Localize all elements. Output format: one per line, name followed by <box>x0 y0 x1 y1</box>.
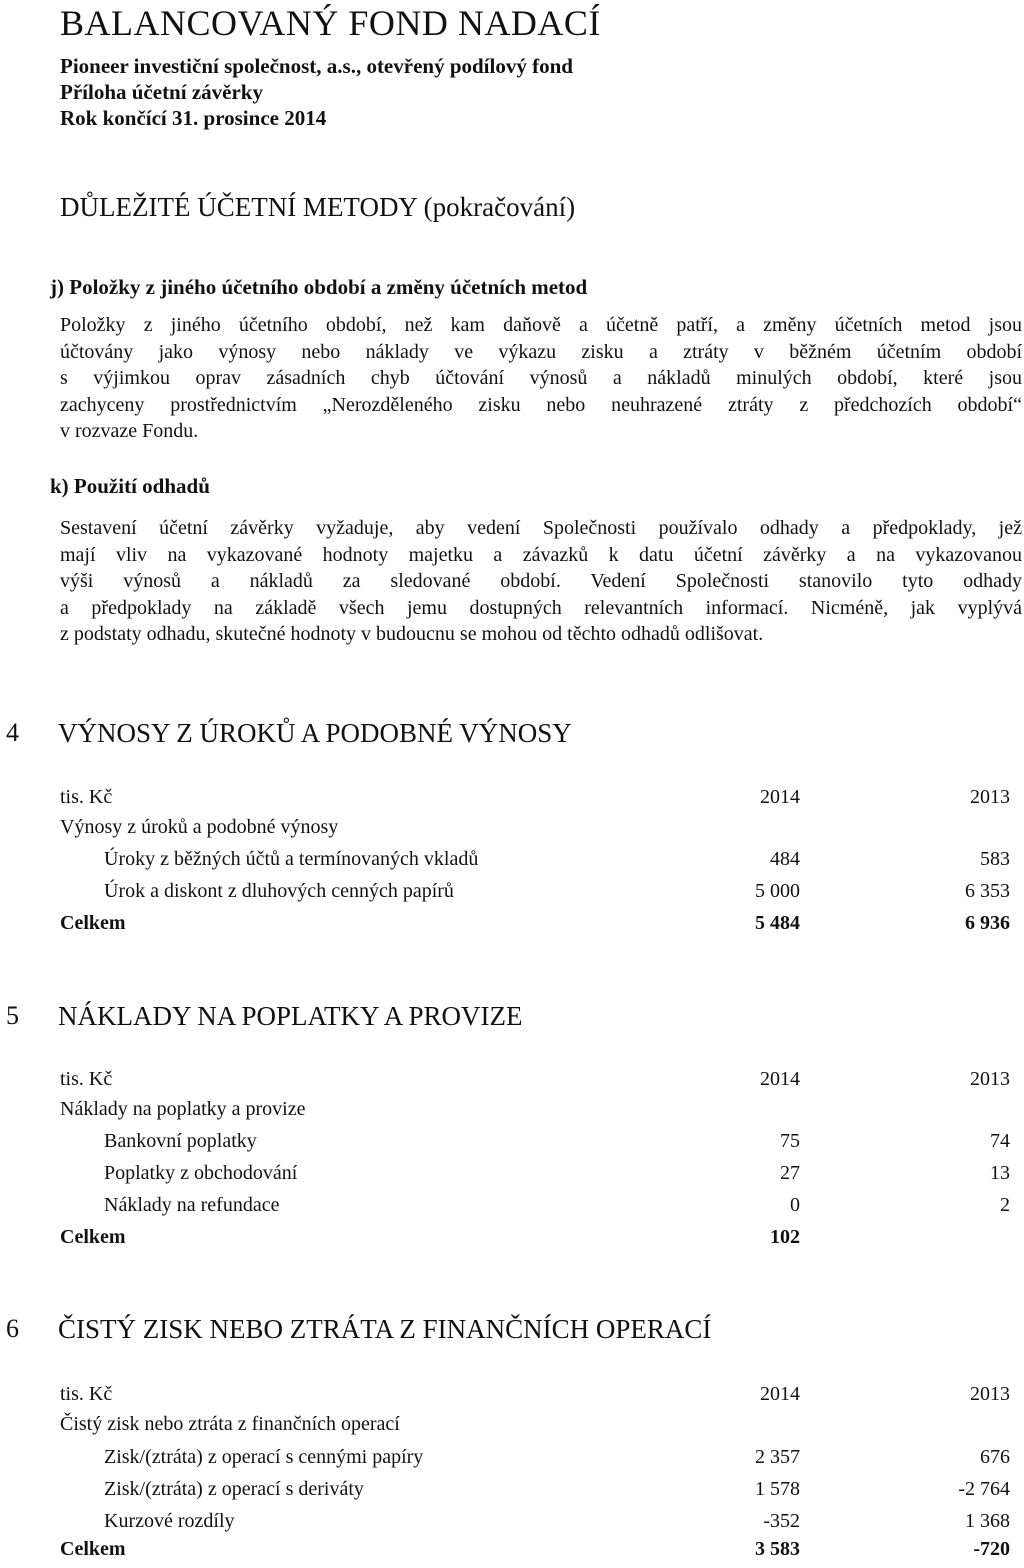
note-4-total-row <box>60 912 1010 942</box>
year-2014-header: 2014 <box>760 786 800 808</box>
year-2013-header: 2013 <box>970 786 1010 808</box>
note-6-group-row <box>60 1413 1010 1443</box>
note-4-header-row <box>60 786 1010 816</box>
note-4-group-row <box>60 816 1010 846</box>
row-label: Bankovní poplatky <box>104 1130 257 1152</box>
paragraph-line: s výjimkou oprav zásadních chyb účtování výnosů a nákladů minulých období, které jsou <box>60 367 1022 389</box>
paragraph-line: Položky z jiného účetního období, než kam daňově a účetně patří, a změny účetních metod jsou <box>60 314 1022 336</box>
paragraph-line: z podstaty odhadu, skutečné hodnoty v budoucnu se mohou od těchto odhadů odlišovat. <box>60 623 764 645</box>
total-2013: 6 936 <box>965 912 1010 934</box>
table-row <box>60 1162 1010 1192</box>
unit-label: tis. Kč <box>60 1383 113 1405</box>
year-2013-header: 2013 <box>970 1383 1010 1405</box>
paragraph-line: mají vliv na vykazované hodnoty majetku a závazků k datu účetní závěrky a na vykazovanou <box>60 543 1022 566</box>
total-2014: 3 583 <box>755 1538 800 1560</box>
paragraph-line: účtovány jako výnosy nebo náklady ve výkazu zisku a ztráty v běžném účetním období <box>60 340 1022 363</box>
value-2013: 583 <box>980 848 1010 870</box>
table-row <box>60 1194 1010 1224</box>
value-2014: 27 <box>780 1162 800 1184</box>
year-2014-header: 2014 <box>760 1068 800 1090</box>
note-6-total-row <box>60 1538 1010 1568</box>
note-5-title: NÁKLADY NA POPLATKY A PROVIZE <box>58 1001 523 1031</box>
value-2013: 6 353 <box>965 880 1010 902</box>
note-6-number: 6 <box>6 1314 19 1343</box>
paragraph-line: zachyceny prostřednictvím „Nerozděleného zisku nebo neuhrazené ztráty z předchozích období“ <box>60 393 1022 416</box>
paragraph-line: výši výnosů a nákladů za sledované období. Vedení Společnosti stanovilo tyto odhady <box>60 570 1022 592</box>
row-label: Úrok a diskont z dluhových cenných papírů <box>104 880 454 902</box>
row-label: Náklady na refundace <box>104 1194 280 1216</box>
group-label: Výnosy z úroků a podobné výnosy <box>60 816 339 838</box>
total-label: Celkem <box>60 912 126 934</box>
table-row <box>60 880 1010 910</box>
period-line: Rok končící 31. prosince 2014 <box>60 106 327 130</box>
methods-heading: DŮLEŽITÉ ÚČETNÍ METODY (pokračování) <box>60 192 576 222</box>
row-label: Úroky z běžných účtů a termínovaných vkladů <box>104 848 479 870</box>
unit-label: tis. Kč <box>60 1068 113 1090</box>
row-label: Kurzové rozdíly <box>104 1510 235 1532</box>
total-2013: -720 <box>973 1538 1010 1560</box>
value-2014: 5 000 <box>755 880 800 902</box>
year-2013-header: 2013 <box>970 1068 1010 1090</box>
value-2014: 75 <box>780 1130 800 1152</box>
value-2014: 1 578 <box>755 1478 800 1500</box>
section-j-paragraph <box>60 312 1022 445</box>
value-2013: 676 <box>980 1446 1010 1468</box>
total-2014: 5 484 <box>755 912 800 934</box>
total-2014: 102 <box>770 1226 800 1248</box>
value-2013: -2 764 <box>958 1478 1010 1500</box>
value-2014: -352 <box>763 1510 800 1532</box>
table-row <box>60 1478 1010 1508</box>
value-2014: 2 357 <box>755 1446 800 1468</box>
section-j-heading: j) Položky z jiného účetního období a změny účetních metod <box>50 275 588 299</box>
unit-label: tis. Kč <box>60 786 113 808</box>
value-2014: 0 <box>790 1194 800 1216</box>
section-k-paragraph <box>60 515 1022 648</box>
table-row <box>60 1510 1010 1540</box>
value-2013: 2 <box>1000 1194 1010 1216</box>
group-label: Náklady na poplatky a provize <box>60 1098 306 1120</box>
value-2013: 1 368 <box>965 1510 1010 1532</box>
paragraph-line: Sestavení účetní závěrky vyžaduje, aby vedení Společnosti používalo odhady a předpoklady, jež <box>60 517 1022 539</box>
table-row <box>60 1446 1010 1476</box>
row-label: Zisk/(ztráta) z operací s cennými papíry <box>104 1446 424 1468</box>
note-6-title: ČISTÝ ZISK NEBO ZTRÁTA Z FINANČNÍCH OPERACÍ <box>58 1314 712 1344</box>
group-label: Čistý zisk nebo ztráta z finančních operací <box>60 1413 400 1435</box>
note-4-title: VÝNOSY Z ÚROKŮ A PODOBNÉ VÝNOSY <box>58 718 572 748</box>
value-2013: 74 <box>990 1130 1010 1152</box>
note-5-total-row <box>60 1226 1010 1256</box>
section-k-heading: k) Použití odhadů <box>50 474 210 498</box>
row-label: Poplatky z obchodování <box>104 1162 298 1184</box>
total-label: Celkem <box>60 1538 126 1560</box>
paragraph-line: a předpoklady na základě všech jemu dostupných relevantních informací. Nicméně, jak vyplývá <box>60 596 1022 619</box>
value-2014: 484 <box>770 848 800 870</box>
fund-title: BALANCOVANÝ FOND NADACÍ <box>60 3 601 43</box>
note-4-number: 4 <box>6 718 19 747</box>
value-2013: 13 <box>990 1162 1010 1184</box>
row-label: Zisk/(ztráta) z operací s deriváty <box>104 1478 364 1500</box>
note-5-header-row <box>60 1068 1010 1098</box>
company-line: Pioneer investiční společnost, a.s., otevřený podílový fond <box>60 54 573 78</box>
note-5-number: 5 <box>6 1001 19 1030</box>
year-2014-header: 2014 <box>760 1383 800 1405</box>
note-5-group-row <box>60 1098 1010 1128</box>
paragraph-line: v rozvaze Fondu. <box>60 420 199 442</box>
table-row <box>60 848 1010 878</box>
document-type-line: Příloha účetní závěrky <box>60 80 263 104</box>
note-6-header-row <box>60 1383 1010 1413</box>
total-label: Celkem <box>60 1226 126 1248</box>
table-row <box>60 1130 1010 1160</box>
